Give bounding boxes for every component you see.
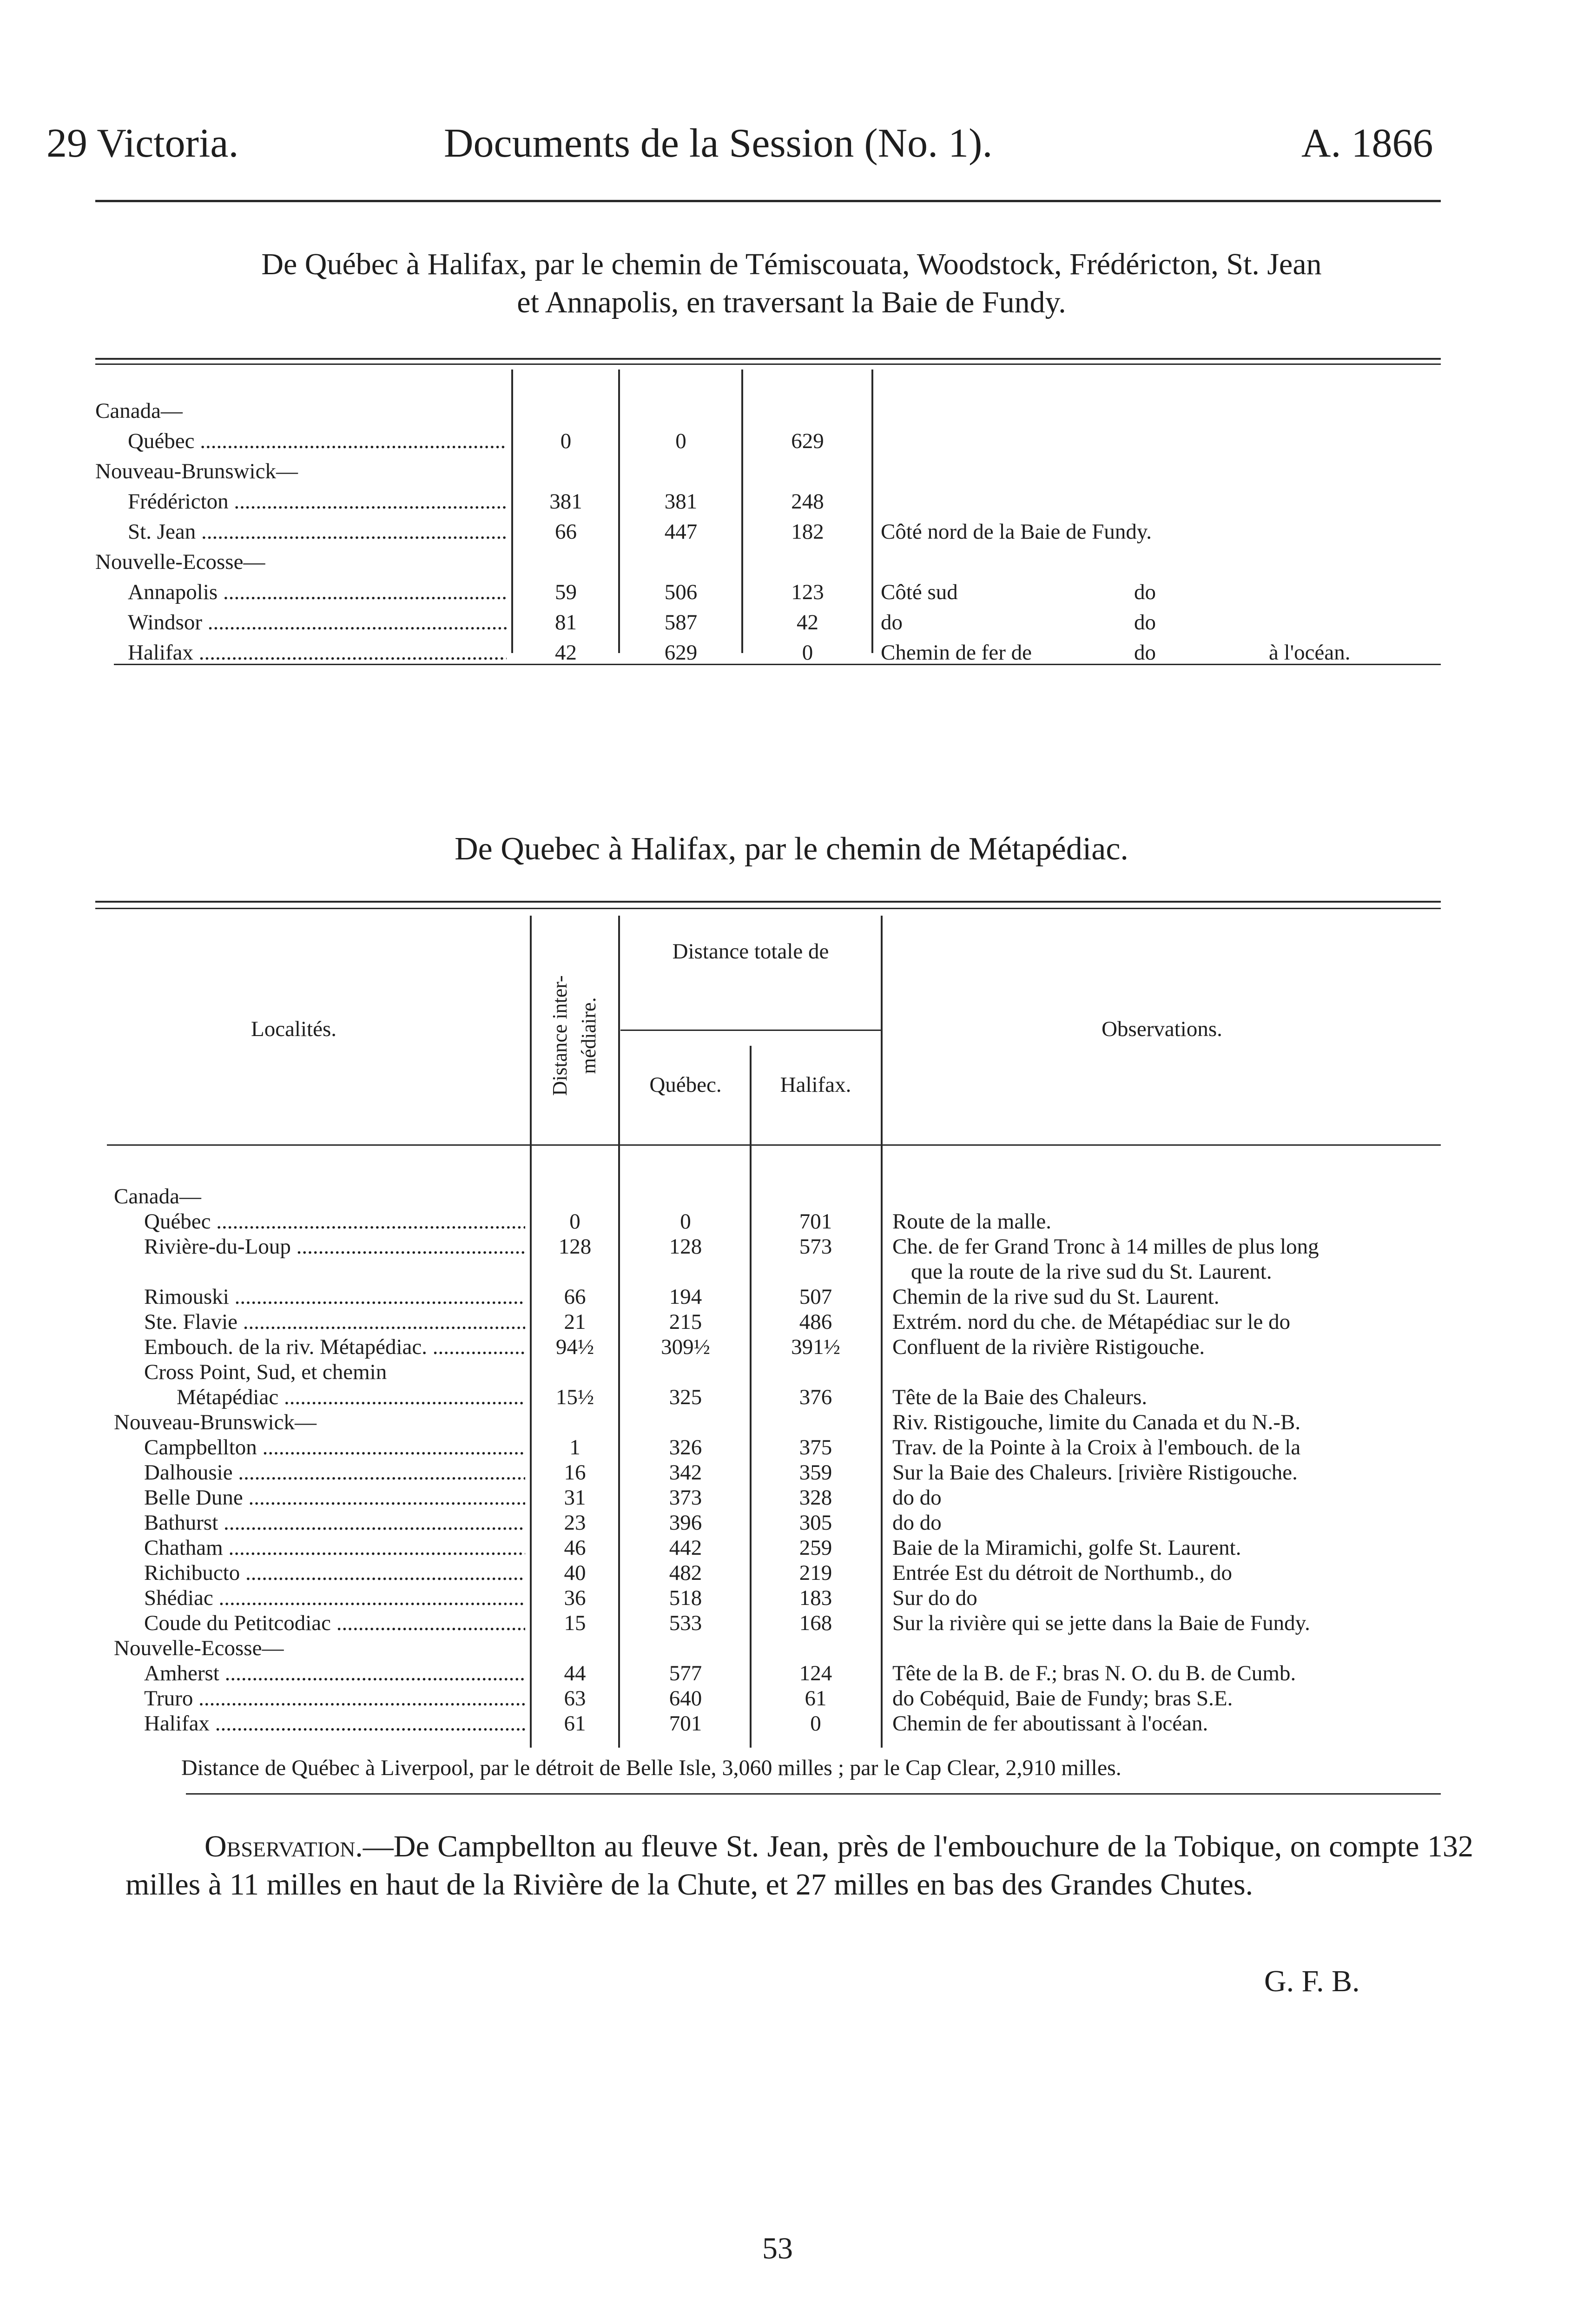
- table2-place-0: [114, 1183, 525, 1210]
- table1-c2-8: 629: [664, 640, 698, 665]
- table2-place-label: Halifax .....: [144, 1711, 525, 1736]
- table2-place-label: Rimouski .....: [144, 1285, 525, 1309]
- table2-place-18: [114, 1635, 525, 1662]
- col-distance-totale-header: Distance totale de: [672, 939, 829, 964]
- table2-place-label: Rivière-du-Loup .....: [144, 1235, 525, 1259]
- table1-c2-1: 0: [675, 429, 686, 453]
- table2-place-11: [144, 1459, 525, 1486]
- table1-col-divider-1: [511, 370, 513, 653]
- table1-place-4: [128, 518, 507, 545]
- table1-place-label: Windsor .....: [128, 610, 507, 634]
- table2-quebec-21: 701: [669, 1711, 702, 1736]
- table2-col-divider-4: [881, 916, 883, 1748]
- table2-place-label: Campbellton .....: [144, 1435, 525, 1459]
- table1-place-label: Nouveau-Brunswick—: [95, 459, 298, 483]
- table1-obs-8: Chemin de fer de: [881, 640, 1032, 665]
- table1-place-label: Canada—: [95, 399, 183, 423]
- table2-quebec-13: 396: [669, 1511, 702, 1535]
- table2-dist-8: 15½: [555, 1385, 594, 1409]
- table1-obs-6: Côté sud: [881, 580, 958, 604]
- table2-obs-14: Baie de la Miramichi, golfe St. Laurent.: [892, 1536, 1241, 1560]
- header-year: A. 1866: [1301, 121, 1433, 166]
- table2-place-label: Truro .....: [144, 1686, 525, 1710]
- table2-halifax-14: 259: [799, 1536, 832, 1560]
- table2-halifax-17: 168: [799, 1611, 832, 1635]
- observation-text: —De Campbellton au fleuve St. Jean, près de l'embouchure de la Tobique, on compte 132 milles à 11 milles en haut de la Rivière de la Chute, et 27 milles en bas des Grandes Chutes.: [125, 1829, 1473, 1901]
- table2-place-label: Nouveau-Brunswick—: [114, 1410, 317, 1434]
- table2-halifax-8: 376: [799, 1385, 832, 1409]
- table2-place-8: [177, 1384, 525, 1411]
- header-documents: Documents de la Session (No. 1).: [444, 121, 993, 166]
- table1-c1-1: 0: [560, 429, 572, 453]
- table2-quebec-16: 518: [669, 1586, 702, 1610]
- table2-obs-13: do do: [892, 1511, 942, 1535]
- table2-place-5: [144, 1308, 525, 1335]
- table2-halifax-19: 124: [799, 1661, 832, 1685]
- table2-quebec-14: 442: [669, 1536, 702, 1560]
- table1-top-rule-2: [95, 363, 1441, 365]
- table2-halifax-21: 0: [810, 1711, 821, 1736]
- table2-obs-4: Chemin de la rive sud du St. Laurent.: [892, 1285, 1220, 1309]
- table2-place-label: Shédiac .....: [144, 1586, 525, 1610]
- table2-place-label: Belle Dune .....: [144, 1486, 525, 1510]
- table2-footnote: Distance de Québec à Liverpool, par le détroit de Belle Isle, 3,060 milles ; par le Cap Clear, 2,910 milles.: [181, 1756, 1121, 1780]
- table2-place-1: [144, 1208, 525, 1235]
- table2-dist-15: 40: [564, 1561, 586, 1585]
- table1-obs2-6: do: [1134, 580, 1156, 604]
- table1-c2-7: 587: [664, 610, 698, 634]
- table2-obs-15: Entrée Est du détroit de Northumb., do: [892, 1561, 1232, 1585]
- table2-obs-21: Chemin de fer aboutissant à l'océan.: [892, 1711, 1208, 1736]
- table1-place-6: [128, 579, 507, 606]
- table1-c3-1: 629: [791, 429, 824, 453]
- table2-dist-2: 128: [558, 1235, 592, 1259]
- table1-place-0: [95, 397, 507, 424]
- table2-place-label: Embouch. de la riv. Métapédiac. .....: [144, 1335, 525, 1359]
- table1-place-label: Annapolis .....: [128, 580, 507, 604]
- table2-obs-19: Tête de la B. de F.; bras N. O. du B. de Cumb.: [892, 1661, 1296, 1685]
- table2-place-21: [144, 1710, 525, 1737]
- table1-c3-7: 42: [797, 610, 818, 634]
- table1-place-label: St. Jean .....: [128, 520, 507, 544]
- table2-dist-11: 16: [564, 1460, 586, 1485]
- table1-c2-4: 447: [664, 520, 698, 544]
- table2-obs-12: do do: [892, 1486, 942, 1510]
- table2-quebec-15: 482: [669, 1561, 702, 1585]
- table1-place-1: [128, 428, 507, 455]
- table2-top-rule: [95, 901, 1441, 903]
- table2-dist-21: 61: [564, 1711, 586, 1736]
- observation-paragraph: [125, 1828, 1473, 1904]
- table2-dist-10: 1: [569, 1435, 580, 1459]
- table1-title-line2: et Annapolis, en traversant la Baie de Fundy.: [517, 285, 1066, 319]
- table1-c3-4: 182: [791, 520, 824, 544]
- table2-quebec-2: 128: [669, 1235, 702, 1259]
- table2-place-19: [144, 1660, 525, 1687]
- table1-c1-8: 42: [555, 640, 577, 665]
- table2-obs-5: Extrém. nord du che. de Métapédiac sur le do: [892, 1310, 1291, 1334]
- table2-place-label: Coude du Petitcodiac .....: [144, 1611, 525, 1635]
- table2-halifax-6: 391½: [791, 1335, 840, 1359]
- table1-place-label: Halifax .....: [128, 640, 507, 665]
- table2-place-20: [144, 1685, 525, 1712]
- table1-col-divider-4: [871, 370, 873, 653]
- table2-dist-12: 31: [564, 1486, 586, 1510]
- distance-inter-label: Distance inter-médiaire.: [548, 975, 600, 1096]
- table2-place-13: [144, 1509, 525, 1536]
- table2-quebec-19: 577: [669, 1661, 702, 1685]
- table2-quebec-1: 0: [680, 1209, 691, 1234]
- table2-obs-17: Sur la rivière qui se jette dans la Baie de Fundy.: [892, 1611, 1310, 1635]
- page-number: 53: [762, 2232, 793, 2265]
- table2-quebec-8: 325: [669, 1385, 702, 1409]
- signature: G. F. B.: [1264, 1964, 1360, 1998]
- table2-obs-1: Route de la malle.: [892, 1209, 1051, 1234]
- table2-place-label: Nouvelle-Ecosse—: [114, 1636, 284, 1660]
- table2-place-label: Métapédiac .....: [177, 1385, 525, 1409]
- col-observations-header: Observations.: [1102, 1017, 1222, 1041]
- table1-title-line1: De Québec à Halifax, par le chemin de Témiscouata, Woodstock, Frédéricton, St. Jean: [261, 247, 1322, 281]
- table2-col-divider-2: [618, 916, 620, 1748]
- table2-subheader-rule: [620, 1030, 881, 1031]
- table2-obs-20: do Cobéquid, Baie de Fundy; bras S.E.: [892, 1686, 1233, 1710]
- table2-header-rule: [107, 1144, 1441, 1146]
- table2-place-label: Amherst .....: [144, 1661, 525, 1685]
- table1-obs-4: Côté nord de la Baie de Fundy.: [881, 520, 1152, 544]
- table2-obs-16: Sur do do: [892, 1586, 977, 1610]
- table2-place-4: [144, 1283, 525, 1310]
- table2-place-label: Dalhousie .....: [144, 1460, 525, 1485]
- observation-label: Observation.: [204, 1829, 363, 1863]
- table2-bottom-rule: [186, 1793, 1441, 1795]
- table1-place-label: Frédéricton .....: [128, 489, 507, 514]
- table2-dist-19: 44: [564, 1661, 586, 1685]
- table2-halifax-1: 701: [799, 1209, 832, 1234]
- table2-obs-6: Confluent de la rivière Ristigouche.: [892, 1335, 1205, 1359]
- table2-obs-3: que la route de la rive sud du St. Laurent.: [911, 1260, 1272, 1284]
- table2-quebec-5: 215: [669, 1310, 702, 1334]
- table1-col-divider-2: [618, 370, 620, 653]
- table2-quebec-10: 326: [669, 1435, 702, 1459]
- table1-obs-7: do: [881, 610, 903, 634]
- table2-place-label: Chatham .....: [144, 1536, 525, 1560]
- table1-obs2-8: do: [1134, 640, 1156, 665]
- table1-c3-6: 123: [791, 580, 824, 604]
- table2-dist-6: 94½: [555, 1335, 594, 1359]
- table1-c1-4: 66: [555, 520, 577, 544]
- table2-place-label: Ste. Flavie .....: [144, 1310, 525, 1334]
- table1-place-3: [128, 488, 507, 515]
- table2-top-rule-2: [95, 908, 1441, 909]
- header-volume: 29 Victoria.: [46, 121, 239, 166]
- table2-place-2: [144, 1233, 525, 1260]
- table2-place-6: [144, 1334, 525, 1360]
- table2-halifax-5: 486: [799, 1310, 832, 1334]
- table1-place-7: [128, 609, 507, 636]
- table2-dist-1: 0: [569, 1209, 580, 1234]
- table2-place-label: Bathurst .....: [144, 1511, 525, 1535]
- table2-place-16: [144, 1585, 525, 1611]
- table1-top-rule: [95, 358, 1441, 360]
- table1-place-5: [95, 548, 507, 575]
- table1-place-2: [95, 458, 507, 485]
- table1-c1-7: 81: [555, 610, 577, 634]
- table2-place-label: Cross Point, Sud, et chemin: [144, 1360, 387, 1384]
- table1-c3-8: 0: [802, 640, 813, 665]
- table2-quebec-4: 194: [669, 1285, 702, 1309]
- col-localites-header: Localités.: [251, 1017, 337, 1041]
- table2-place-label: Québec .....: [144, 1209, 525, 1234]
- table1-obs2-7: do: [1134, 610, 1156, 634]
- table2-halifax-11: 359: [799, 1460, 832, 1485]
- table2-halifax-12: 328: [799, 1486, 832, 1510]
- table2-obs-10: Trav. de la Pointe à la Croix à l'embouch. de la: [892, 1435, 1301, 1459]
- table2-dist-13: 23: [564, 1511, 586, 1535]
- table2-obs-2: Che. de fer Grand Tronc à 14 milles de plus long: [892, 1235, 1319, 1259]
- table2-title: De Quebec à Halifax, par le chemin de Métapédiac.: [455, 831, 1128, 867]
- table2-col-divider-1: [530, 916, 532, 1748]
- table2-dist-14: 46: [564, 1536, 586, 1560]
- table2-halifax-13: 305: [799, 1511, 832, 1535]
- table2-halifax-10: 375: [799, 1435, 832, 1459]
- table2-place-9: [114, 1409, 525, 1436]
- table2-place-12: [144, 1484, 525, 1511]
- table2-dist-5: 21: [564, 1310, 586, 1334]
- table1-c1-3: 381: [549, 489, 582, 514]
- table2-halifax-4: 507: [799, 1285, 832, 1309]
- table2-dist-16: 36: [564, 1586, 586, 1610]
- table2-col-divider-3: [750, 1046, 752, 1748]
- table2-place-10: [144, 1434, 525, 1461]
- table2-place-14: [144, 1534, 525, 1561]
- table2-quebec-6: 309½: [661, 1335, 710, 1359]
- table2-place-17: [144, 1610, 525, 1637]
- table2-place-label: Richibucto .....: [144, 1561, 525, 1585]
- table2-obs-8: Tête de la Baie des Chaleurs.: [892, 1385, 1148, 1409]
- table1-c2-3: 381: [664, 489, 698, 514]
- table2-quebec-20: 640: [669, 1686, 702, 1710]
- table2-obs-9: Riv. Ristigouche, limite du Canada et du N.-B.: [892, 1410, 1301, 1434]
- table2-dist-17: 15: [564, 1611, 586, 1635]
- col-halifax-header: Halifax.: [780, 1073, 851, 1097]
- table1-place-label: Québec .....: [128, 429, 507, 453]
- table2-dist-20: 63: [564, 1686, 586, 1710]
- table2-obs-11: Sur la Baie des Chaleurs. [rivière Ristigouche.: [892, 1460, 1298, 1485]
- table2-place-7: [144, 1359, 525, 1386]
- table1-place-8: [128, 639, 507, 666]
- table1-col-divider-3: [741, 370, 743, 653]
- table2-dist-4: 66: [564, 1285, 586, 1309]
- table2-halifax-15: 219: [799, 1561, 832, 1585]
- table2-place-15: [144, 1559, 525, 1586]
- table2-halifax-16: 183: [799, 1586, 832, 1610]
- table1-c2-6: 506: [664, 580, 698, 604]
- table1-c3-3: 248: [791, 489, 824, 514]
- table2-quebec-17: 533: [669, 1611, 702, 1635]
- table2-halifax-2: 573: [799, 1235, 832, 1259]
- table1-place-label: Nouvelle-Ecosse—: [95, 550, 265, 574]
- header-rule: [95, 200, 1441, 202]
- table1-c1-6: 59: [555, 580, 577, 604]
- table2-quebec-11: 342: [669, 1460, 702, 1485]
- table2-quebec-12: 373: [669, 1486, 702, 1510]
- col-distance-inter-header: [533, 943, 616, 1129]
- table1-obs3-8: à l'océan.: [1269, 640, 1351, 665]
- table2-halifax-20: 61: [805, 1686, 827, 1710]
- col-quebec-header: Québec.: [649, 1073, 722, 1097]
- table2-place-label: Canada—: [114, 1184, 201, 1208]
